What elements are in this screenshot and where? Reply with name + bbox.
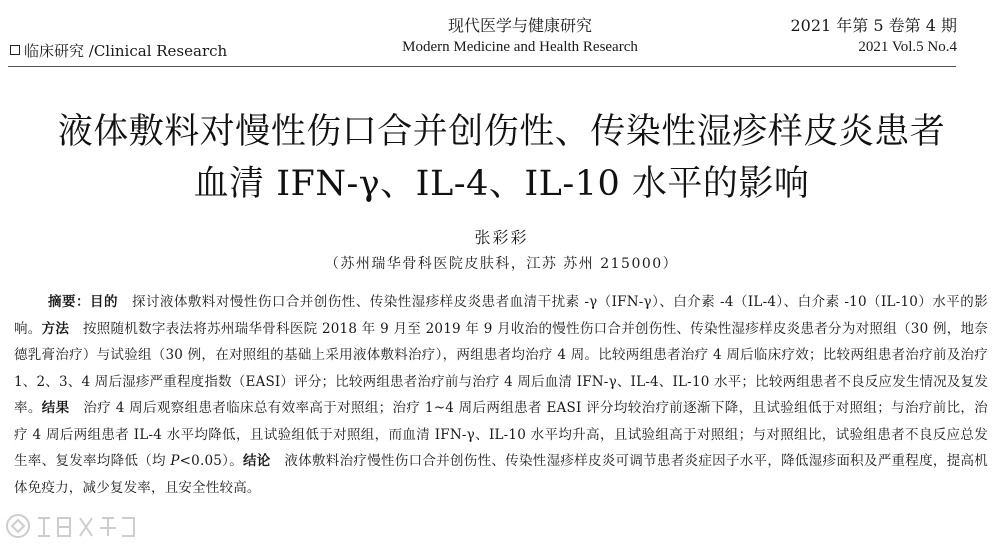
conclusion-text: 液体敷料治疗慢性伤口合并创伤性、传染性湿疹样皮炎可调节患者炎症因子水平，降低湿疹面积及严重程度，提高机体免疫力，减少复发率，且安全性较高。 — [14, 453, 988, 496]
method-label: 方法 — [41, 320, 70, 337]
result-label: 结果 — [41, 400, 70, 416]
watermark-logo-icon — [2, 508, 138, 544]
journal-name — [380, 16, 660, 58]
purpose-text: 探讨液体敷料对慢性伤口合并创伤性、传染性湿疹样皮炎患者血清干扰素 -γ（IFN-γ）、白介素 -4（IL-4）、白介素 -10（IL-10）水平的影响。 — [14, 294, 988, 337]
conclusion-label: 结论 — [243, 453, 271, 469]
title-line-2: 血清 IFN-γ、IL-4、IL-10 水平的影响 — [193, 164, 810, 204]
issue-info — [790, 16, 957, 58]
section-label — [10, 40, 227, 61]
result-text: 治疗 4 周后观察组患者临床总有效率高于对照组；治疗 1~4 周后两组患者 EASI 评分均较治疗前逐渐下降，且试验组低于对照组；与治疗前比，治疗 4 周后两组患者 IL-4 水平均降低，且试验组低于对照组，而血清 IFN-γ、IL-10 水平均升高，且试验组高于对照组；与对照组比，试验组患者不良反应总发生率、复发率均降低（均 — [14, 400, 988, 469]
issue-info-cn: 2021 年第 5 卷第 4 期 — [790, 16, 957, 35]
header-rule — [8, 66, 956, 67]
section-label-text: 临床研究 /Clinical Research — [24, 42, 228, 60]
journal-name-cn: 现代医学与健康研究 — [447, 16, 592, 35]
abstract-paragraph — [14, 289, 988, 501]
page-header — [0, 0, 1003, 70]
method-text: 按照随机数字表法将苏州瑞华骨科医院 2018 年 9 月至 2019 年 9 月收治的慢性伤口合并创伤性、传染性湿疹样皮炎患者分为对照组（30 例，地奈德乳膏治疗）与试验组（30 例，在对照组的基础上采用液体敷料治疗），两组患者均治疗 4 周。比较两组患者治疗 4 周后临床疗效；比较两组患者治疗前及治疗 1、2、3、4 周后湿疹严重程度指数（EASI）评分；比较两组患者治疗前与治疗 4 周后血清 IFN-γ、IL-4、IL-10 水平；比较两组患者不良反应发生情况及复发率。 — [14, 320, 989, 416]
abstract-label: 摘要： — [48, 294, 90, 310]
p-symbol: P — [170, 453, 180, 469]
square-bullet-icon — [10, 45, 20, 55]
p-value: <0.05）。 — [179, 453, 243, 469]
author-name: 张彩彩 — [474, 228, 529, 247]
title-line-1: 液体敷料对慢性伤口合并创伤性、传染性湿疹样皮炎患者 — [57, 112, 946, 152]
author-affiliation: （苏州瑞华骨科医院皮肤科，江苏 苏州 215000） — [324, 256, 679, 272]
article-title — [0, 106, 1003, 210]
purpose-label: 目的 — [89, 294, 118, 310]
issue-info-en: 2021 Vol.5 No.4 — [858, 39, 957, 55]
journal-name-en: Modern Medicine and Health Research — [402, 39, 638, 55]
